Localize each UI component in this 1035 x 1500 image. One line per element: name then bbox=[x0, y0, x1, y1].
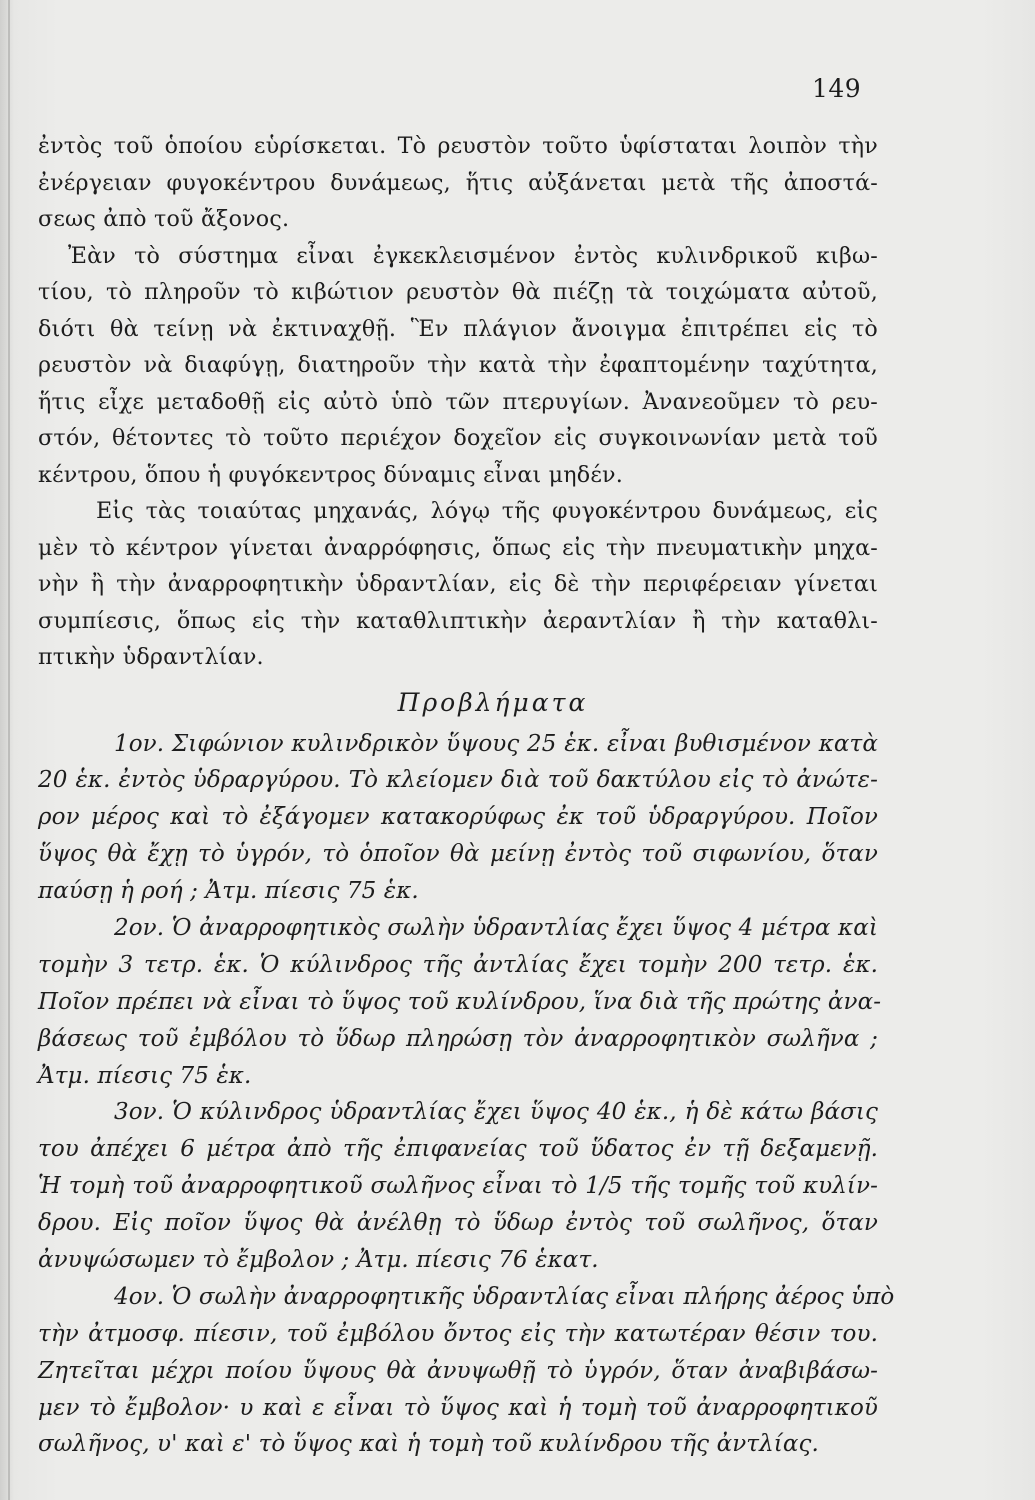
text-line: συμπίεσις, ὅπως εἰς τὴν καταθλιπτικὴν ἀεραντλίαν ἢ τὴν καταθλι- bbox=[38, 607, 878, 634]
problem-line: τὴν ἀτμοσφ. πίεσιν, τοῦ ἐμβόλου ὄντος εἰς τὴν κατωτέραν θέσιν του. bbox=[38, 1320, 878, 1347]
page-text bbox=[38, 128, 895, 1463]
text-line: ἥτις εἶχε μεταδοθῇ εἰς αὐτὸ ὑπὸ τῶν πτερυγίων. Ἀνανεοῦμεν τὸ ρευ- bbox=[38, 388, 878, 415]
problem-line: Ποῖον πρέπει νὰ εἶναι τὸ ὕψος τοῦ κυλίνδρου, ἵνα διὰ τῆς πρώτης ἀνα- bbox=[38, 988, 882, 1015]
problem-line: του ἀπέχει 6 μέτρα ἀπὸ τῆς ἐπιφανείας τοῦ ὕδατος ἐν τῇ δεξαμενῇ. bbox=[38, 1136, 878, 1163]
text-line: κέντρου, ὅπου ἡ φυγόκεντρος δύναμις εἶναι μηδέν. bbox=[38, 461, 623, 488]
text-line: σεως ἀπὸ τοῦ ἄξονος. bbox=[38, 206, 290, 232]
text-line: μὲν τὸ κέντρον γίνεται ἀναρρόφησις, ὅπως εἰς τὴν πνευματικὴν μηχα- bbox=[38, 534, 878, 561]
text-line: ἐντὸς τοῦ ὁποίου εὑρίσκεται. Τὸ ρευστὸν τοῦτο ὑφίσταται λοιπὸν τὴν bbox=[38, 133, 878, 159]
text-line: Εἰς τὰς τοιαύτας μηχανάς, λόγῳ τῆς φυγοκέντρου δυνάμεως, εἰς bbox=[96, 498, 878, 524]
page-number: 149 bbox=[812, 74, 862, 103]
text-line: στόν, θέτοντες τὸ τοῦτο περιέχον δοχεῖον εἰς συγκοινωνίαν μετὰ τοῦ bbox=[38, 425, 878, 451]
text-line: ρευστὸν νὰ διαφύγῃ, διατηροῦν τὴν κατὰ τὴν ἐφαπτομένην ταχύτητα, bbox=[38, 352, 878, 378]
binding-gutter bbox=[8, 0, 10, 1500]
text-line: διότι θὰ τείνῃ νὰ ἐκτιναχθῇ. Ἓν πλάγιον ἄνοιγμα ἐπιτρέπει εἰς τὸ bbox=[38, 315, 878, 342]
problem-line: σωλῆνος, υ' καὶ ε' τὸ ὕψος καὶ ἡ τομὴ τοῦ κυλίνδρου τῆς ἀντλίας. bbox=[38, 1431, 819, 1458]
text-line: Ἐὰν τὸ σύστημα εἶναι ἐγκεκλεισμένον ἐντὸς κυλινδρικοῦ κιβω- bbox=[68, 242, 878, 269]
problem-line: 3ον. Ὁ κύλινδρος ὑδραντλίας ἔχει ὕψος 40 ἑκ., ἡ δὲ κάτω βάσις bbox=[114, 1099, 878, 1126]
problem-line: τομὴν 3 τετρ. ἑκ. Ὁ κύλινδρος τῆς ἀντλίας ἔχει τομὴν 200 τετρ. ἑκ. bbox=[38, 951, 878, 978]
problem-line: 20 ἑκ. ἐντὸς ὑδραργύρου. Τὸ κλείομεν διὰ τοῦ δακτύλου εἰς τὸ ἀνώτε- bbox=[38, 767, 878, 794]
problem-line: βάσεως τοῦ ἐμβόλου τὸ ὕδωρ πληρώσῃ τὸν ἀναρροφητικὸν σωλῆνα ; bbox=[38, 1025, 878, 1052]
text-line: τίου, τὸ πληροῦν τὸ κιβώτιον ρευστὸν θὰ πιέζῃ τὰ τοιχώματα αὐτοῦ, bbox=[38, 279, 878, 305]
section-heading: Προβλήματα bbox=[397, 687, 589, 717]
problem-line: ρον μέρος καὶ τὸ ἐξάγομεν κατακορύφως ἐκ τοῦ ὑδραργύρου. Ποῖον bbox=[38, 804, 878, 831]
problem-line: 4ον. Ὁ σωλὴν ἀναρροφητικῆς ὑδραντλίας εἶναι πλήρης ἀέρος ὑπὸ bbox=[114, 1283, 895, 1310]
text-line: ἐνέργειαν φυγοκέντρου δυνάμεως, ἥτις αὐξάνεται μετὰ τῆς ἀποστά- bbox=[38, 169, 878, 196]
problem-line: 2ον. Ὁ ἀναρροφητικὸς σωλὴν ὑδραντλίας ἔχει ὕψος 4 μέτρα καὶ bbox=[114, 914, 878, 941]
problem-line: μεν τὸ ἔμβολον· υ καὶ ε εἶναι τὸ ὕψος καὶ ἡ τομὴ τοῦ ἀναρροφητικοῦ bbox=[38, 1394, 878, 1421]
problem-line: ἀνυψώσωμεν τὸ ἔμβολον ; Ἀτμ. πίεσις 76 ἑκατ. bbox=[38, 1246, 599, 1273]
problem-line: Ζητεῖται μέχρι ποίου ὕψους θὰ ἀνυψωθῇ τὸ ὑγρόν, ὅταν ἀναβιβάσω- bbox=[38, 1357, 878, 1384]
text-line: νὴν ἢ τὴν ἀναρροφητικὴν ὑδραντλίαν, εἰς δὲ τὴν περιφέρειαν γίνεται bbox=[38, 571, 878, 597]
problem-line: ὕψος θὰ ἔχῃ τὸ ὑγρόν, τὸ ὁποῖον θὰ μείνῃ ἐντὸς τοῦ σιφωνίου, ὅταν bbox=[38, 841, 878, 868]
problem-line: δρου. Εἰς ποῖον ὕψος θὰ ἀνέλθῃ τὸ ὕδωρ ἐντὸς τοῦ σωλῆνος, ὅταν bbox=[38, 1210, 878, 1237]
problem-line: 1ον. Σιφώνιον κυλινδρικὸν ὕψους 25 ἑκ. εἶναι βυθισμένον κατὰ bbox=[114, 730, 878, 757]
problem-line: Ἀτμ. πίεσις 75 ἑκ. bbox=[38, 1062, 252, 1089]
problem-line: Ἡ τομὴ τοῦ ἀναρροφητικοῦ σωλῆνος εἶναι τὸ 1/5 τῆς τομῆς τοῦ κυλίν- bbox=[38, 1173, 878, 1200]
text-line: πτικὴν ὑδραντλίαν. bbox=[38, 644, 264, 670]
problem-line: παύσῃ ἡ ροή ; Ἀτμ. πίεσις 75 ἑκ. bbox=[38, 878, 419, 905]
